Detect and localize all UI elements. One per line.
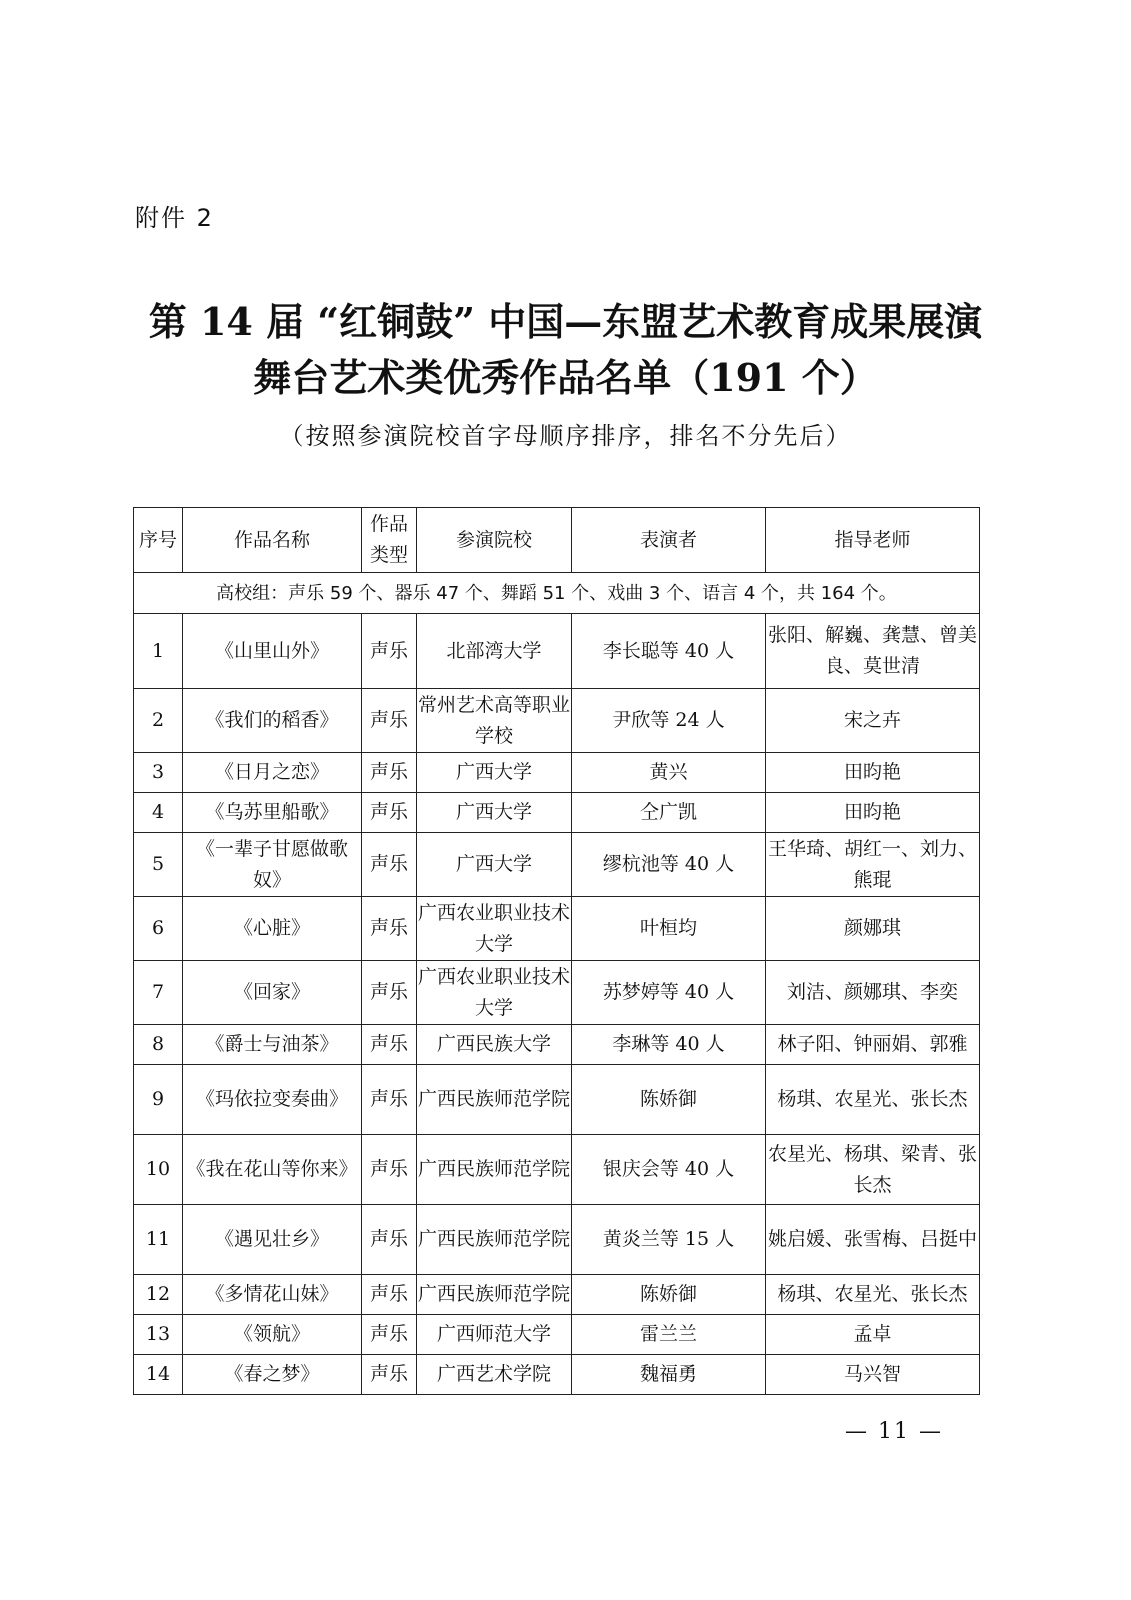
cell-type: 声乐 — [362, 793, 417, 833]
table-row — [134, 897, 980, 961]
header-type-line-2: 类型 — [369, 544, 408, 566]
cell-no: 5 — [134, 833, 183, 897]
cell-teacher: 田昀艳 — [766, 753, 980, 793]
table-row — [134, 1065, 980, 1135]
cell-school: 广西民族师范学院 — [417, 1275, 572, 1315]
page-number: — 11 — — [845, 1419, 943, 1444]
table-row — [134, 1205, 980, 1275]
cell-no: 4 — [134, 793, 183, 833]
cell-teacher: 颜娜琪 — [766, 897, 980, 961]
cell-no: 12 — [134, 1275, 183, 1315]
header-school: 参演院校 — [417, 508, 572, 573]
cell-type: 声乐 — [362, 1355, 417, 1395]
cell-teacher: 宋之卉 — [766, 689, 980, 753]
group-summary-row — [134, 573, 980, 614]
cell-work: 《日月之恋》 — [183, 753, 362, 793]
header-teacher: 指导老师 — [766, 508, 980, 573]
cell-teacher: 刘洁、颜娜琪、李奕 — [766, 961, 980, 1025]
table-row — [134, 1355, 980, 1395]
cell-performer: 叶桓均 — [572, 897, 766, 961]
attachment-label: 附件 2 — [135, 204, 214, 232]
cell-work: 《一辈子甘愿做歌奴》 — [183, 833, 362, 897]
cell-no: 10 — [134, 1135, 183, 1205]
cell-type: 声乐 — [362, 689, 417, 753]
cell-type: 声乐 — [362, 1205, 417, 1275]
cell-school: 广西大学 — [417, 833, 572, 897]
cell-type: 声乐 — [362, 961, 417, 1025]
table-row — [134, 1135, 980, 1205]
cell-no: 2 — [134, 689, 183, 753]
cell-school: 广西艺术学院 — [417, 1355, 572, 1395]
cell-school: 广西民族师范学院 — [417, 1205, 572, 1275]
cell-no: 1 — [134, 614, 183, 689]
cell-teacher: 姚启媛、张雪梅、吕挺中 — [766, 1205, 980, 1275]
cell-type: 声乐 — [362, 897, 417, 961]
cell-type: 声乐 — [362, 1135, 417, 1205]
header-work: 作品名称 — [183, 508, 362, 573]
cell-work: 《爵士与油茶》 — [183, 1025, 362, 1065]
cell-performer: 李长聪等 40 人 — [572, 614, 766, 689]
cell-type: 声乐 — [362, 833, 417, 897]
cell-work: 《多情花山妹》 — [183, 1275, 362, 1315]
table-row — [134, 793, 980, 833]
header-type-line-1: 作品 — [369, 513, 408, 535]
header-no: 序号 — [134, 508, 183, 573]
cell-school: 广西农业职业技术大学 — [417, 897, 572, 961]
cell-performer: 银庆会等 40 人 — [572, 1135, 766, 1205]
cell-work: 《我在花山等你来》 — [183, 1135, 362, 1205]
cell-performer: 仝广凯 — [572, 793, 766, 833]
cell-teacher: 林子阳、钟丽娟、郭雅 — [766, 1025, 980, 1065]
cell-no: 8 — [134, 1025, 183, 1065]
header-performer: 表演者 — [572, 508, 766, 573]
cell-performer: 苏梦婷等 40 人 — [572, 961, 766, 1025]
cell-school: 常州艺术高等职业学校 — [417, 689, 572, 753]
group-summary: 高校组：声乐 59 个、器乐 47 个、舞蹈 51 个、戏曲 3 个、语言 4 个，共 164 个。 — [134, 573, 980, 614]
award-list-table — [133, 507, 980, 1395]
cell-work: 《山里山外》 — [183, 614, 362, 689]
cell-school: 广西民族大学 — [417, 1025, 572, 1065]
table-row — [134, 1275, 980, 1315]
cell-no: 9 — [134, 1065, 183, 1135]
cell-no: 7 — [134, 961, 183, 1025]
cell-teacher: 田昀艳 — [766, 793, 980, 833]
cell-teacher: 张阳、解巍、龚慧、曾美良、莫世清 — [766, 614, 980, 689]
cell-performer: 陈娇御 — [572, 1275, 766, 1315]
cell-work: 《遇见壮乡》 — [183, 1205, 362, 1275]
cell-no: 14 — [134, 1355, 183, 1395]
cell-teacher: 杨琪、农星光、张长杰 — [766, 1275, 980, 1315]
cell-work: 《回家》 — [183, 961, 362, 1025]
cell-type: 声乐 — [362, 1065, 417, 1135]
cell-performer: 李琳等 40 人 — [572, 1025, 766, 1065]
cell-teacher: 农星光、杨琪、梁青、张长杰 — [766, 1135, 980, 1205]
table-row — [134, 833, 980, 897]
cell-work: 《乌苏里船歌》 — [183, 793, 362, 833]
table-row — [134, 1315, 980, 1355]
cell-no: 3 — [134, 753, 183, 793]
cell-performer: 雷兰兰 — [572, 1315, 766, 1355]
cell-work: 《心脏》 — [183, 897, 362, 961]
document-subtitle: （按照参演院校首字母顺序排序，排名不分先后） — [279, 422, 852, 450]
cell-teacher: 马兴智 — [766, 1355, 980, 1395]
document-title-line-1: 第 14 届 “红铜鼓” 中国—东盟艺术教育成果展演 — [148, 299, 983, 344]
cell-teacher: 王华琦、胡红一、刘力、熊琨 — [766, 833, 980, 897]
cell-work: 《春之梦》 — [183, 1355, 362, 1395]
table-row — [134, 614, 980, 689]
cell-performer: 尹欣等 24 人 — [572, 689, 766, 753]
cell-school: 广西师范大学 — [417, 1315, 572, 1355]
table-row — [134, 1025, 980, 1065]
cell-teacher: 杨琪、农星光、张长杰 — [766, 1065, 980, 1135]
cell-type: 声乐 — [362, 1275, 417, 1315]
cell-no: 11 — [134, 1205, 183, 1275]
cell-work: 《玛依拉变奏曲》 — [183, 1065, 362, 1135]
cell-performer: 黄炎兰等 15 人 — [572, 1205, 766, 1275]
cell-work: 《我们的稻香》 — [183, 689, 362, 753]
table-row — [134, 753, 980, 793]
cell-no: 13 — [134, 1315, 183, 1355]
cell-performer: 缪杭池等 40 人 — [572, 833, 766, 897]
cell-teacher: 孟卓 — [766, 1315, 980, 1355]
cell-work: 《领航》 — [183, 1315, 362, 1355]
table-header-row — [134, 508, 980, 573]
cell-performer: 黄兴 — [572, 753, 766, 793]
cell-performer: 陈娇御 — [572, 1065, 766, 1135]
cell-type: 声乐 — [362, 614, 417, 689]
document-title-line-2: 舞台艺术类优秀作品名单（191 个） — [253, 355, 878, 400]
cell-school: 广西大学 — [417, 793, 572, 833]
cell-no: 6 — [134, 897, 183, 961]
cell-school: 广西农业职业技术大学 — [417, 961, 572, 1025]
cell-school: 北部湾大学 — [417, 614, 572, 689]
cell-type: 声乐 — [362, 1315, 417, 1355]
cell-school: 广西民族师范学院 — [417, 1065, 572, 1135]
cell-type: 声乐 — [362, 1025, 417, 1065]
table-row — [134, 961, 980, 1025]
cell-performer: 魏福勇 — [572, 1355, 766, 1395]
cell-school: 广西大学 — [417, 753, 572, 793]
cell-type: 声乐 — [362, 753, 417, 793]
header-type — [362, 508, 417, 573]
cell-school: 广西民族师范学院 — [417, 1135, 572, 1205]
table-row — [134, 689, 980, 753]
